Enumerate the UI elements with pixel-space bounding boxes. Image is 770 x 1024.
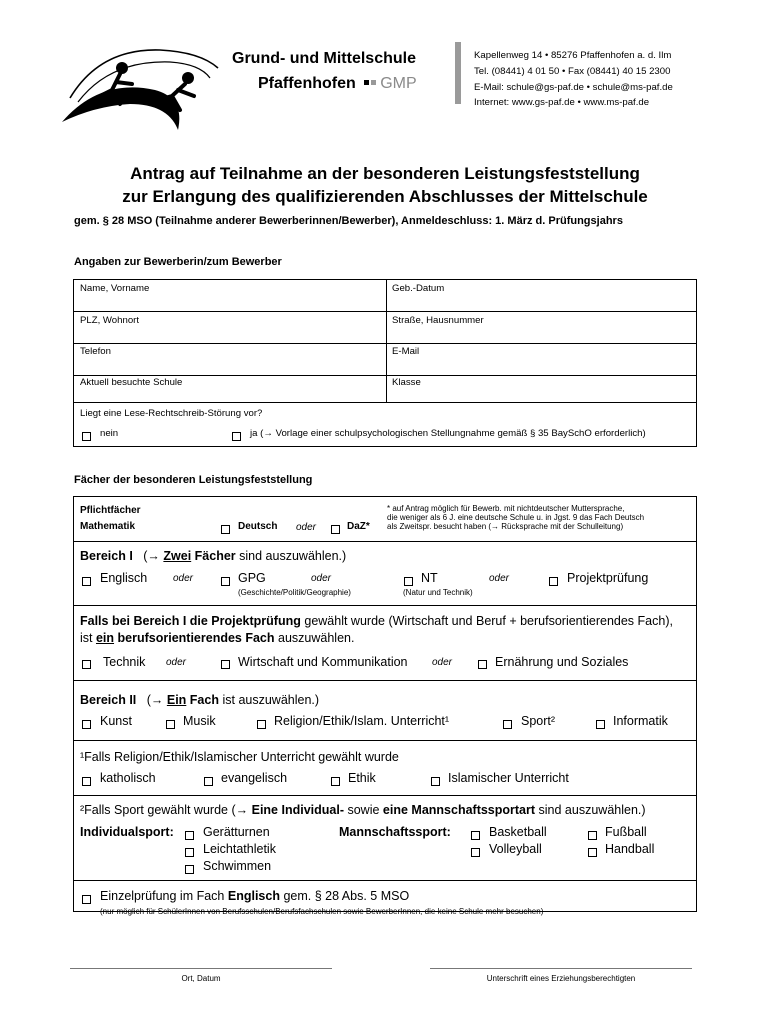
applicant-table <box>73 279 697 447</box>
name-field[interactable]: Name, Vorname <box>80 283 150 294</box>
daz-checkbox[interactable] <box>331 521 340 539</box>
fussball-label: Fußball <box>605 825 647 839</box>
lrs-yes-label: ja (→ Vorlage einer schulpsychologischen Stellungnahme gemäß § 35 BaySchO erforderlich) <box>250 428 646 439</box>
bereich2-heading <box>80 693 319 707</box>
arrow-text: (→ <box>146 693 164 707</box>
evangelisch-checkbox[interactable] <box>204 773 213 791</box>
checkbox-icon <box>404 577 413 586</box>
technik-label: Technik <box>103 655 146 669</box>
table-divider <box>73 375 697 376</box>
kunst-checkbox[interactable] <box>82 716 91 734</box>
lrs-no-label: nein <box>100 428 119 439</box>
projekt-fach: berufsorientierendes Fach <box>117 631 275 645</box>
volleyball-checkbox[interactable] <box>471 844 480 862</box>
bereich2-label: Bereich II <box>80 693 137 707</box>
phone-field[interactable]: Telefon <box>80 346 111 357</box>
gpg-checkbox[interactable] <box>221 573 230 591</box>
or-text: oder <box>173 573 194 584</box>
mannschaftssport-label: Mannschaftssport: <box>339 825 451 839</box>
deutsch-label: Deutsch <box>238 521 278 532</box>
lrs-no-checkbox[interactable] <box>82 428 91 446</box>
nt-note: (Natur und Technik) <box>403 588 473 597</box>
projekt-instruction-line2 <box>80 631 354 645</box>
contact-phone: Tel. (08441) 4 01 50 • Fax (08441) 40 15 2300 <box>474 66 671 77</box>
religion-label: Religion/Ethik/Islam. Unterricht¹ <box>274 714 450 728</box>
bereich2-count: Ein <box>166 693 187 707</box>
englisch-label: Englisch <box>100 571 148 585</box>
leichtathletik-checkbox[interactable] <box>185 844 194 862</box>
bereich1-count: Zwei <box>163 549 192 563</box>
class-field[interactable]: Klasse <box>392 377 421 388</box>
signature-line[interactable] <box>430 968 692 969</box>
musik-label: Musik <box>183 714 216 728</box>
contact-email: E-Mail: schule@gs-paf.de • schule@ms-paf.de <box>474 82 673 93</box>
sport-instruction-mid: sowie <box>347 803 380 817</box>
projekt-instruction-end: auszuwählen. <box>278 631 355 645</box>
table-divider <box>73 311 697 312</box>
einzelpruefung-text: Einzelprüfung im Fach <box>100 889 225 903</box>
place-date-line[interactable] <box>70 968 332 969</box>
lrs-question: Liegt eine Lese-Rechtschreib-Störung vor? <box>80 408 263 419</box>
sport-individual-emphasis: Eine Individual- <box>251 803 344 817</box>
header-separator <box>455 42 461 104</box>
checkbox-icon <box>588 848 597 857</box>
table-column-divider <box>386 279 387 402</box>
gpg-label: GPG <box>238 571 266 585</box>
or-text: oder <box>166 657 187 668</box>
birthdate-field[interactable]: Geb.-Datum <box>392 283 445 294</box>
checkbox-icon <box>478 660 487 669</box>
mathematik-label: Mathematik <box>80 521 136 532</box>
current-school-field[interactable]: Aktuell besuchte Schule <box>80 377 183 388</box>
checkbox-icon <box>82 660 91 669</box>
checkbox-icon <box>82 777 91 786</box>
projekt-condition-text: gewählt wurde (Wirtschaft und Beruf + berufsorientierendes Fach), <box>304 614 673 628</box>
ernaehrung-label: Ernährung und Soziales <box>495 655 629 669</box>
checkbox-icon <box>331 525 340 534</box>
individualsport-label: Individualsport: <box>80 825 174 839</box>
checkbox-icon <box>166 720 175 729</box>
contact-address: Kapellenweg 14 • 85276 Pfaffenhofen a. d. Ilm <box>474 50 672 61</box>
sport-instruction-start: ²Falls Sport gewählt wurde (→ <box>80 803 249 817</box>
schwimmen-label: Schwimmen <box>203 859 272 873</box>
table-divider <box>73 402 697 403</box>
mandatory-subjects-label: Pflichtfächer <box>80 505 141 516</box>
checkbox-icon <box>82 720 91 729</box>
checkbox-icon <box>204 777 213 786</box>
daz-footnote <box>387 504 687 531</box>
school-abbreviation: GMP <box>380 75 417 92</box>
bereich2-instruction: ist auszuwählen.) <box>222 693 320 707</box>
checkbox-icon <box>82 432 91 441</box>
islamisch-checkbox[interactable] <box>431 773 440 791</box>
checkbox-icon <box>588 831 597 840</box>
einzelpruefung-checkbox[interactable] <box>82 891 91 909</box>
bereich1-instruction: sind auszuwählen.) <box>239 549 347 563</box>
document-subtitle: gem. § 28 MSO (Teilnahme anderer Bewerberinnen/Bewerber), Anmeldeschluss: 1. März d. Prüfungsjahrs <box>74 215 623 227</box>
school-town: Pfaffenhofen <box>258 75 356 92</box>
zip-city-field[interactable]: PLZ, Wohnort <box>80 315 140 326</box>
checkbox-icon <box>185 848 194 857</box>
checkbox-icon <box>185 831 194 840</box>
daz-label: DaZ* <box>347 521 370 532</box>
basketball-checkbox[interactable] <box>471 827 480 845</box>
school-name-line1: Grund- und Mittelschule <box>232 50 416 67</box>
religion-checkbox[interactable] <box>257 716 266 734</box>
einzelpruefung-reference: gem. § 28 Abs. 5 MSO <box>283 889 410 903</box>
einzelpruefung-label <box>100 889 409 903</box>
table-divider <box>73 541 697 542</box>
signature-label: Unterschrift eines Erziehungsberechtigten <box>486 974 636 983</box>
place-date-label: Ort, Datum <box>181 974 221 983</box>
table-divider <box>73 343 697 344</box>
table-divider <box>73 680 697 681</box>
sport-instruction <box>80 803 646 817</box>
schwimmen-checkbox[interactable] <box>185 861 194 879</box>
or-text: oder <box>432 657 453 668</box>
informatik-checkbox[interactable] <box>596 716 605 734</box>
projekt-ist: ist <box>80 631 93 645</box>
musik-checkbox[interactable] <box>166 716 175 734</box>
informatik-label: Informatik <box>613 714 668 728</box>
checkbox-icon <box>82 895 91 904</box>
sport-team-emphasis: eine Mannschaftssportart <box>382 803 536 817</box>
ethik-label: Ethik <box>348 771 376 785</box>
katholisch-label: katholisch <box>100 771 156 785</box>
bereich1-heading <box>80 549 346 563</box>
table-divider <box>73 740 697 741</box>
projekt-instruction-line1 <box>80 614 692 628</box>
subjects-heading: Fächer der besonderen Leistungsfeststellung <box>74 474 313 486</box>
evangelisch-label: evangelisch <box>221 771 288 785</box>
daz-footnote-line: * auf Antrag möglich für Bewerb. mit nichtdeutscher Muttersprache, <box>387 504 625 513</box>
document-title-line2: zur Erlangung des qualifizierenden Abschlusses der Mittelschule <box>122 187 648 206</box>
bereich2-fach: Fach <box>189 693 219 707</box>
technik-checkbox[interactable] <box>82 656 91 674</box>
daz-footnote-line: als Zweitspr. besucht haben (→ Rücksprache mit der Schulleitung) <box>387 522 624 531</box>
fussball-checkbox[interactable] <box>588 827 597 845</box>
checkbox-icon <box>331 777 340 786</box>
contact-internet: Internet: www.gs-paf.de • www.ms-paf.de <box>474 97 650 108</box>
checkbox-icon <box>221 577 230 586</box>
email-field[interactable]: E-Mail <box>392 346 420 357</box>
projekt-condition: Falls bei Bereich I die Projektprüfung <box>80 614 301 628</box>
or-text: oder <box>311 573 332 584</box>
leichtathletik-label: Leichtathletik <box>203 842 276 856</box>
ethik-checkbox[interactable] <box>331 773 340 791</box>
projektpruefung-checkbox[interactable] <box>549 573 558 591</box>
nt-label: NT <box>421 571 438 585</box>
englisch-checkbox[interactable] <box>82 573 91 591</box>
bereich1-label: Bereich I <box>80 549 133 563</box>
handball-label: Handball <box>605 842 655 856</box>
applicant-heading: Angaben zur Bewerberin/zum Bewerber <box>74 256 282 268</box>
basketball-label: Basketball <box>489 825 547 839</box>
religion-instruction: ¹Falls Religion/Ethik/Islamischer Unterricht gewählt wurde <box>80 750 399 764</box>
checkbox-icon <box>549 577 558 586</box>
wirtschaft-checkbox[interactable] <box>221 656 230 674</box>
wirtschaft-label: Wirtschaft und Kommunikation <box>238 655 408 669</box>
einzelpruefung-note: (nur möglich für SchülerInnen von Berufsschulen/Berufsfachschulen sowie BewerberInnen, die keine Schule mehr besuchen) <box>100 907 544 916</box>
sport-instruction-end: sind auszuwählen.) <box>538 803 646 817</box>
geraetturnen-label: Gerätturnen <box>203 825 270 839</box>
einzelpruefung-subject: Englisch <box>227 889 280 903</box>
table-divider <box>73 605 697 606</box>
checkbox-icon <box>257 720 266 729</box>
katholisch-checkbox[interactable] <box>82 773 91 791</box>
sport-label: Sport² <box>521 714 556 728</box>
school-logo <box>60 38 230 130</box>
checkbox-icon <box>221 525 230 534</box>
projekt-count: ein <box>95 631 115 645</box>
checkbox-icon <box>82 577 91 586</box>
table-divider <box>73 880 697 881</box>
checkbox-icon <box>185 865 194 874</box>
school-name-line2 <box>258 75 417 93</box>
deutsch-checkbox[interactable] <box>221 521 230 539</box>
checkbox-icon <box>431 777 440 786</box>
islamisch-label: Islamischer Unterricht <box>448 771 569 785</box>
table-divider <box>73 795 697 796</box>
or-text: oder <box>296 522 317 533</box>
checkbox-icon <box>596 720 605 729</box>
document-title-line1: Antrag auf Teilnahme an der besonderen Leistungsfeststellung <box>130 164 640 183</box>
square-bullet-icon <box>364 80 369 85</box>
daz-footnote-line: die weniger als 6 J. eine deutsche Schule u. in Jgst. 9 das Fach Deutsch <box>387 513 645 522</box>
lrs-yes-checkbox[interactable] <box>232 428 241 446</box>
street-field[interactable]: Straße, Hausnummer <box>392 315 484 326</box>
handball-checkbox[interactable] <box>588 844 597 862</box>
arrow-text: (→ <box>143 549 160 563</box>
square-bullet-icon <box>371 80 376 85</box>
checkbox-icon <box>221 660 230 669</box>
checkbox-icon <box>232 432 241 441</box>
sport-checkbox[interactable] <box>503 716 512 734</box>
checkbox-icon <box>471 848 480 857</box>
ernaehrung-checkbox[interactable] <box>478 656 487 674</box>
kunst-label: Kunst <box>100 714 132 728</box>
gpg-note: (Geschichte/Politik/Geographie) <box>238 588 351 597</box>
volleyball-label: Volleyball <box>489 842 542 856</box>
checkbox-icon <box>503 720 512 729</box>
geraetturnen-checkbox[interactable] <box>185 827 194 845</box>
projektpruefung-label: Projektprüfung <box>567 571 649 585</box>
checkbox-icon <box>471 831 480 840</box>
bereich1-faecher: Fächer <box>194 549 236 563</box>
or-text: oder <box>489 573 510 584</box>
